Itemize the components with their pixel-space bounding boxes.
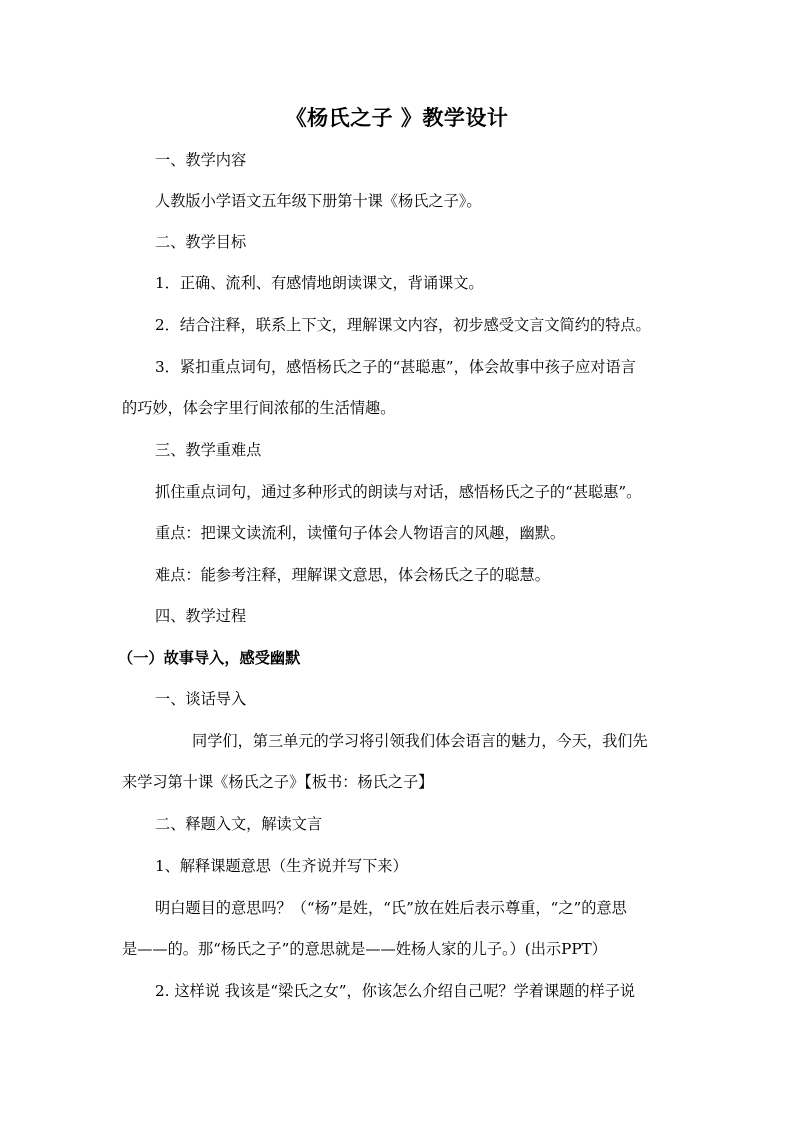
item-1-line-1: 明白题目的意思吗？（“杨”是姓，“氏”放在姓后表示尊重，“之”的意思 xyxy=(155,899,627,917)
key-points-text: 抓住重点词句，通过多种形式的朗读与对话，感悟杨氏之子的“甚聪惠”。 xyxy=(155,483,642,501)
section-heading-process: 四、教学过程 xyxy=(155,607,247,625)
step-2-heading: 二、释题入文，解读文言 xyxy=(155,815,323,833)
goal-2: 2．结合注释，联系上下文，理解课文内容，初步感受文言文简约的特点。 xyxy=(155,316,651,334)
step-1-line-2: 来学习第十课《杨氏之子》【板书：杨氏之子】 xyxy=(122,773,434,791)
item-1-line-2: 是——的。那“杨氏之子”的意思就是——姓杨人家的儿子。）(出示PPT） xyxy=(122,940,607,958)
section-heading-key-points: 三、教学重难点 xyxy=(155,441,262,459)
difficult-point: 难点：能参考注释，理解课文意思，体会杨氏之子的聪慧。 xyxy=(155,566,550,584)
step-1-line-1: 同学们，第三单元的学习将引领我们体会语言的魅力，今天，我们先 xyxy=(192,732,648,750)
goal-3-line-2: 的巧妙，体会字里行间浓郁的生活情趣。 xyxy=(122,399,396,417)
content-text: 人教版小学语文五年级下册第十课《杨氏之子》。 xyxy=(155,192,482,210)
key-point: 重点：把课文读流利，读懂句子体会人物语言的风趣，幽默。 xyxy=(155,524,566,542)
goal-3-line-1: 3．紧扣重点词句，感悟杨氏之子的“甚聪惠”，体会故事中孩子应对语言 xyxy=(155,358,636,376)
item-1-heading: 1、解释课题意思（生齐说并写下来） xyxy=(155,857,408,875)
item-2-line-1: 2. 这样说 我该是“梁氏之女”，你该怎么介绍自己呢？学着课题的样子说 xyxy=(155,982,636,1000)
document-title: 《杨氏之子 》教学设计 xyxy=(285,105,509,130)
part-1-heading: （一）故事导入，感受幽默 xyxy=(118,649,301,667)
goal-1: 1．正确、流利、有感情地朗读课文，背诵课文。 xyxy=(155,274,484,292)
section-heading-content: 一、教学内容 xyxy=(155,151,247,169)
step-1-heading: 一、谈话导入 xyxy=(155,690,247,708)
section-heading-goals: 二、教学目标 xyxy=(155,233,247,251)
